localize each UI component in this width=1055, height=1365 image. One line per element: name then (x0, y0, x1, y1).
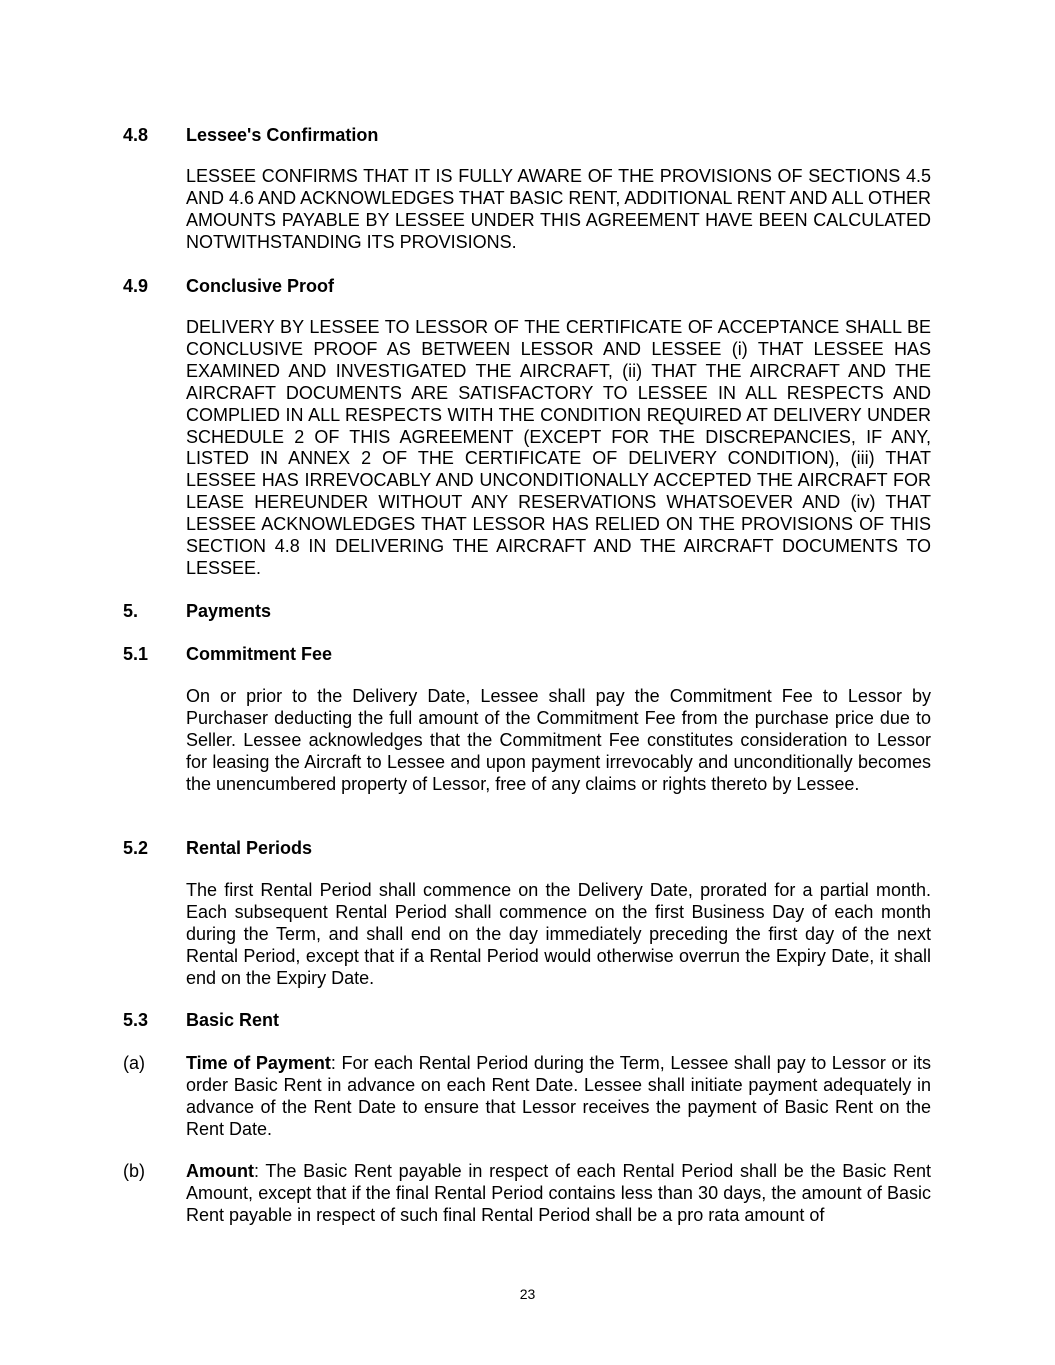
section-heading-5 (123, 600, 931, 622)
section-heading-5-2 (123, 837, 931, 859)
section-title: Rental Periods (186, 838, 313, 858)
list-item-body: : The Basic Rent payable in respect of each Rental Period shall be the Basic Rent Amount, except that if the final Rental Period contains less than 30 days, the amount of Basic Rent payable in respect of such final Rental Period shall be a pro rata amount of (186, 1161, 931, 1225)
list-item-body: : For each Rental Period during the Term, Lessee shall pay to Lessor or its order Basic Rent in advance on each Rent Date. Lessee shall initiate payment adequately in advance of the Rent Date to ensure that Lessor receives the payment of Basic Rent on the Rent Date. (186, 1053, 931, 1139)
page-number: 23 (519, 1286, 536, 1302)
section-number: 4.9 (123, 276, 149, 296)
list-item-label: (b) (123, 1161, 145, 1181)
list-item-term: Amount (186, 1161, 254, 1181)
section-number: 5. (123, 601, 139, 621)
list-item-a (123, 1052, 931, 1141)
section-body-5-1: On or prior to the Delivery Date, Lessee shall pay the Commitment Fee to Lessor by Purchaser deducting the full amount of the Commitment Fee from the purchase price due to Seller. Lessee acknowledges that the Commitment Fee constitutes consideration to Lessor for leasing the Aircraft to Lessee and upon payment irrevocably and unconditionally becomes the unencumbered property of Lessor, free of any claims or rights thereto by Lessee. (186, 686, 931, 794)
section-title: Payments (186, 601, 272, 621)
section-heading-4-8 (123, 124, 931, 146)
list-item-term: Time of Payment (186, 1053, 331, 1073)
section-body-4-9: DELIVERY BY LESSEE TO LESSOR OF THE CERTIFICATE OF ACCEPTANCE SHALL BE CONCLUSIVE PROOF AS BETWEEN LESSOR AND LESSEE (i) THAT LESSEE HAS EXAMINED AND INVESTIGATED THE AIRCRAFT, (ii) THAT THE AIRCRAFT AND THE AIRCRAFT DOCUMENTS ARE SATISFACTORY TO LESSEE IN ALL RESPECTS AND COMPLIED IN ALL RESPECTS WITH THE CONDITION REQUIRED AT DELIVERY UNDER SCHEDULE 2 OF THIS AGREEMENT (EXCEPT FOR THE DISCREPANCIES, IF ANY, LISTED IN ANNEX 2 OF THE CERTIFICATE OF DELIVERY CONDITION), (iii) THAT LESSEE HAS IRREVOCABLY AND UNCONDITIONALLY ACCEPTED THE AIRCRAFT FOR LEASE HEREUNDER WITHOUT ANY RESERVATIONS WHATSOEVER AND (iv) THAT LESSEE ACKNOWLEDGES THAT LESSOR HAS RELIED ON THE PROVISIONS OF THIS SECTION 4.8 IN DELIVERING THE AIRCRAFT AND THE AIRCRAFT DOCUMENTS TO LESSEE. (186, 317, 931, 578)
section-title: Conclusive Proof (186, 276, 335, 296)
list-item-label: (a) (123, 1053, 145, 1073)
section-number: 4.8 (123, 125, 149, 145)
section-title: Basic Rent (186, 1010, 280, 1030)
list-item-b (123, 1160, 931, 1227)
section-number: 5.3 (123, 1010, 149, 1030)
section-heading-4-9 (123, 275, 931, 297)
section-body-5-2: The first Rental Period shall commence on the Delivery Date, prorated for a partial month. Each subsequent Rental Period shall commence on the first Business Day of each month during the Term, and shall end on the day immediately preceding the first day of the next Rental Period, except that if a Rental Period would otherwise overrun the Expiry Date, it shall end on the Expiry Date. (186, 880, 931, 988)
section-number: 5.1 (123, 644, 149, 664)
section-title: Lessee's Confirmation (186, 125, 379, 145)
list-item-text (186, 1161, 931, 1227)
section-number: 5.2 (123, 838, 149, 858)
section-heading-5-1 (123, 643, 931, 665)
section-heading-5-3 (123, 1009, 931, 1031)
section-title: Commitment Fee (186, 644, 333, 664)
list-item-text (186, 1053, 931, 1141)
section-body-4-8: LESSEE CONFIRMS THAT IT IS FULLY AWARE OF THE PROVISIONS OF SECTIONS 4.5 AND 4.6 AND ACKNOWLEDGES THAT BASIC RENT, ADDITIONAL RENT AND ALL OTHER AMOUNTS PAYABLE BY LESSEE UNDER THIS AGREEMENT HAVE BEEN CALCULATED NOTWITHSTANDING ITS PROVISIONS. (186, 166, 931, 252)
